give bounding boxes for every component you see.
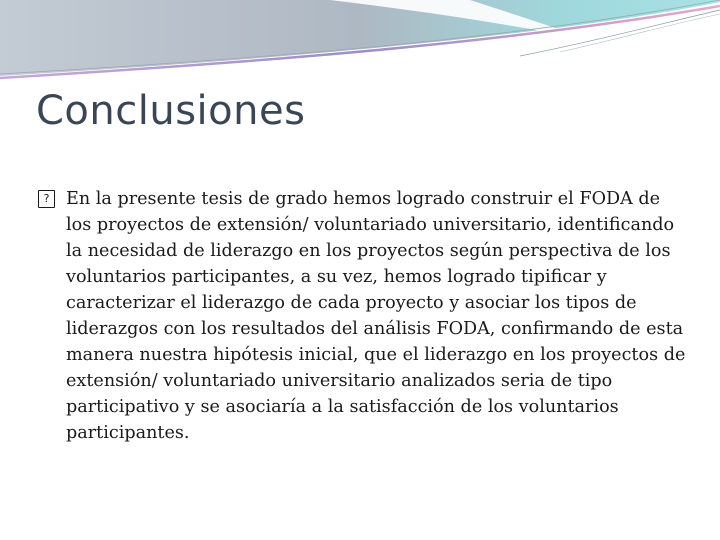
bullet-marker-icon: ?	[38, 190, 55, 208]
bullet-text: En la presente tesis de grado hemos logrado construir el FODA de los proyectos de extensión/ voluntariado universitario, identificando la necesidad de liderazgo en los proyectos según perspectiva de los voluntarios participantes, a su vez, hemos logrado tipificar y caracterizar el liderazgo de cada proyecto y asociar los tipos de liderazgos con los resultados del análisis FODA, confirmando de esta manera nuestra hipótesis inicial, que el liderazgo en los proyectos de extensión/ voluntariado universitario analizados seria de tipo participativo y se asociaría a la satisfacción de los voluntarios participantes.	[66, 189, 686, 443]
bullet-item	[36, 186, 686, 446]
header-band	[0, 0, 720, 76]
slide-title: Conclusiones	[36, 88, 306, 134]
bullet-list	[36, 186, 686, 446]
header-decoration	[0, 0, 720, 90]
